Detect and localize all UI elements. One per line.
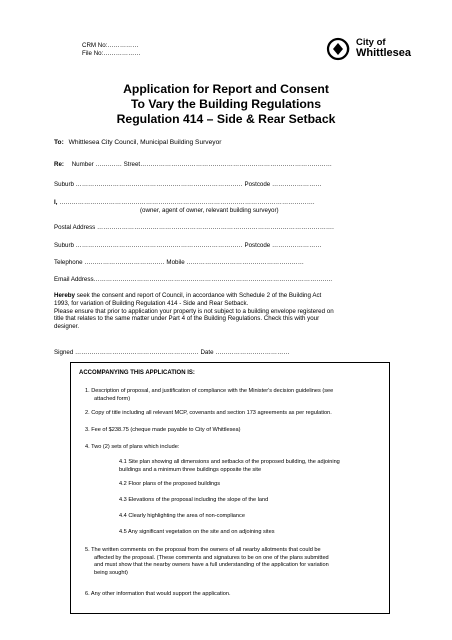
hereby-bold: Hereby: [54, 292, 75, 299]
file-number: File No:………………: [82, 50, 141, 57]
city-logo: [326, 36, 412, 66]
item-4: 4. Two (2) sets of plans which include:: [85, 444, 180, 450]
suburb-field-2[interactable]: Suburb ……………………………………………………………………… Postcode ……………………: [54, 242, 322, 249]
item-5-line-1: 5. The written comments on the proposal from the owners of all nearby allotments that could be: [85, 547, 321, 553]
title-line-1: Application for Report and Consent: [123, 82, 329, 96]
hereby-line-3: Please ensure that prior to application your property is not subject to a building envelope registered on: [54, 307, 334, 315]
applicant-row: [54, 199, 315, 206]
email-field[interactable]: Email Address……………………………………………………………………………………………………..: [54, 276, 333, 283]
applicant-name-field[interactable]: …………………………………………………………………………………………………………….: [59, 199, 315, 206]
item-2: 2. Copy of title including all relevant MCP, covenants and section 173 agreements as per regulation.: [85, 410, 332, 416]
applicant-note: (owner, agent of owner, relevant building surveyor): [140, 207, 279, 214]
suburb-field[interactable]: Suburb ……………………………………………………………………… Postcode ……………………: [54, 181, 322, 188]
telephone-mobile-field[interactable]: Telephone ………………………………… Mobile …………………………………………………: [54, 259, 304, 266]
item-5-line-3: and must show that the nearby owners have a full understanding of the application for variation: [94, 562, 329, 569]
item-4-1-line-2: buildings and a minimum three buildings opposite the site: [119, 466, 262, 473]
accompanying-documents-box: [70, 362, 390, 614]
to-value: Whittlesea City Council, Municipal Building Surveyor: [68, 139, 222, 146]
address-field[interactable]: Number …….…… Street…………………………………………………………………………………: [71, 161, 332, 168]
item-4-2: 4.2 Floor plans of the proposed buildings: [119, 481, 221, 487]
i-label: I,: [54, 199, 58, 206]
title-line-2: To Vary the Building Regulations: [130, 97, 322, 111]
title-line-3: Regulation 414 – Side & Rear Setback: [116, 112, 336, 126]
item-3: 3. Fee of $238.75 (cheque made payable to City of Whittlesea): [85, 427, 241, 433]
re-row: [54, 161, 332, 168]
to-label: To:: [54, 139, 64, 146]
item-6: 6. Any other information that would support the application.: [85, 591, 231, 597]
postal-address-field[interactable]: Postal Address …………………………………………………………………………………………………….: [54, 224, 334, 231]
item-1-line-1: 1. Description of proposal, and justification of compliance with the Minister's decision guidelines (see: [85, 388, 334, 394]
item-4-3: 4.3 Elevations of the proposal including the slope of the land: [119, 497, 269, 503]
item-1-line-2: attached form): [94, 395, 131, 402]
box-heading: ACCOMPANYING THIS APPLICATION IS:: [79, 370, 195, 376]
hereby-paragraph: [54, 292, 399, 331]
crm-number: CRM No:……………: [82, 42, 139, 49]
item-4-1: [119, 459, 340, 474]
re-label: Re:: [54, 161, 64, 168]
item-5-line-4: being sought): [94, 569, 128, 576]
signed-date-field[interactable]: Signed …………………………………………………… Date ………………………………: [54, 349, 290, 356]
hereby-line-4: title that relates to the same matter under Part 4 of the Building Regulations. Check this with your: [54, 315, 320, 323]
hereby-line-5: designer.: [54, 323, 80, 330]
logo-text-city-of: City of: [356, 37, 386, 48]
hereby-line-2: 1993, for variation of Building Regulation 414 - Side and Rear Setback.: [54, 299, 249, 307]
to-row: [54, 139, 221, 146]
item-5: [85, 547, 329, 577]
logo-text-whittlesea: Whittlesea: [356, 47, 412, 59]
council-emblem-icon: [326, 36, 352, 62]
item-4-1-line-1: 4.1 Site plan showing all dimensions and setbacks of the proposed building, the adjoining: [119, 459, 340, 465]
hereby-text: seek the consent and report of Council, in accordance with Schedule 2 of the Building Act: [74, 292, 322, 299]
item-1: [85, 388, 333, 403]
item-4-4: 4.4 Clearly highlighting the area of non-compliance: [119, 513, 245, 519]
item-5-line-2: affected by the proposal. (These comments and signatures to be on one of the plans submitted: [94, 554, 329, 561]
item-4-5: 4.5 Any significant vegetation on the site and on adjoining sites: [119, 529, 275, 535]
